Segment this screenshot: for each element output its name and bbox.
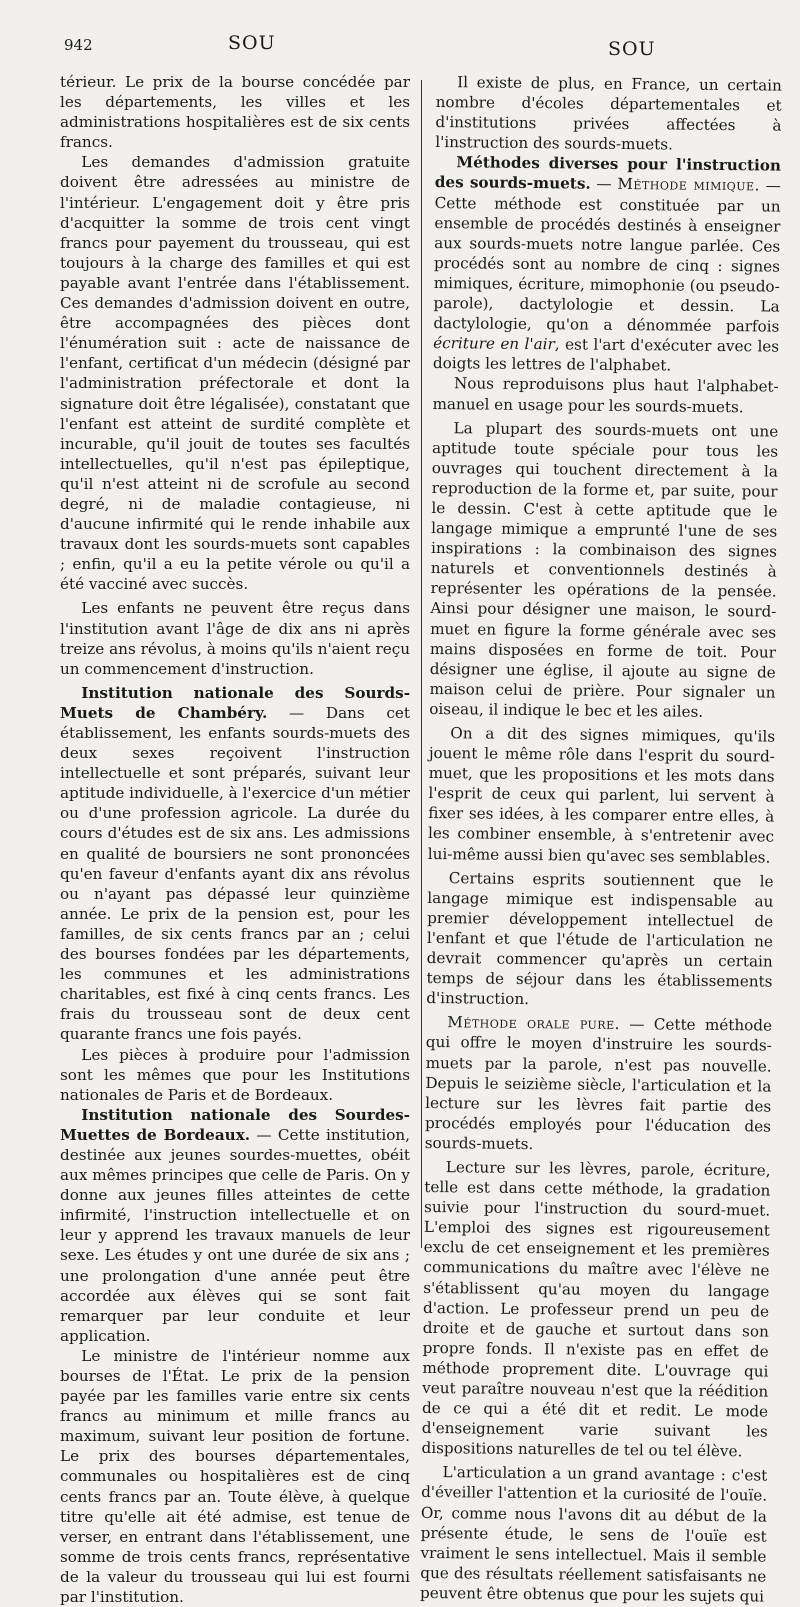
right-column <box>420 72 782 1607</box>
subsection-heading: Méthode mimique. <box>617 175 760 195</box>
paragraph: Les pièces à produire pour l'admission sont les mêmes que pour les Institutions nationales de Paris et de Bordeaux. <box>60 1045 410 1104</box>
section-paragraph <box>425 1012 772 1156</box>
paragraph: Lecture sur les lèvres, parole, écriture, telle est dans cette méthode, la gradation suivie pour l'instruction du sourd-muet. L'emploi des signes est rigoureusement exclu de cet enseignement et les premières communications du maître avec l'élève ne s'établissent qu'au moyen du langage d'action. Le professeur prend un peu de droite et de gauche et surtout dans son propre fonds. Il n'existe pas en effet de méthode proprement dite. L'ouvrage qui veut paraître nouveau n'est que la réédition de ce qui a été dit et redit. Le mode d'enseignement varie suivant les dispositions naturelles de tel ou tel élève. <box>421 1158 771 1461</box>
paragraph: Nous reproduisons plus haut l'alphabet-manuel en usage pour les sourds-muets. <box>432 374 779 416</box>
paragraph: On a dit des signes mimiques, qu'ils jouent le même rôle dans l'esprit du sourd-muet, que les propositions et les mots dans l'esprit de ceux qui parlent, lui servent à fixer ses idées, à les comparer entre elles, à les combiner ensemble, à s'entretenir avec lui-même aussi bien qu'avec ses semblables. <box>427 724 776 867</box>
paragraph: térieur. Le prix de la bourse concédée par les départements, les villes et les administrations hospitalières est de six cents francs. <box>60 73 410 152</box>
dash: — <box>590 175 618 194</box>
section-paragraph <box>433 152 781 377</box>
page-header <box>0 30 800 62</box>
paragraph: Les demandes d'admission gratuite doivent être adressées au ministre de l'intérieur. L'engagement doit y être pris d'acquitter la somme de trois cent vingt francs pour payement du trousseau, qui est toujours à la charge des familles et qui est payable avant l'entrée dans l'établissement. Ces demandes d'admission doivent en outre, être accompagnées des pièces dont l'énumération suit : acte de naissance de l'enfant, certificat d'un médecin (désigné par l'administration préfectorale et dont la signature doit être légalisée), constatant que l'enfant est atteint de surdité complète et incurable, qu'il jouit de toutes ses facultés intellectuelles, qu'il n'est pas épileptique, qu'il n'est atteint ni de scrofule au second degré, ni de maladie contagieuse, ni d'aucune infirmité qui le rende inhabile aux travaux dont les sourds-muets sont capables ; enfin, qu'il a eu la petite vérole ou qu'il a été vacciné avec succès. <box>60 153 410 594</box>
section-heading: Institution nationale des Sourds-Muets de Chambéry. <box>60 683 410 722</box>
running-head-left: SOU <box>228 32 276 54</box>
italic-term: écriture en l'air <box>433 334 555 354</box>
section-text: — Dans cet établissement, les enfants sourds-muets des deux sexes reçoivent l'instruction intellectuelle et sont préparés, suivant leur aptitude individuelle, à l'exercice d'un métier ou d'une profession agricole. La durée du cours d'études est de six ans. Les admissions en qualité de boursiers ne sont prononcées qu'en faveur d'enfants ayant dix ans révolus ou n'ayant pas dépassé leur quinzième année. Le prix de la pension est, pour les familles, de six cents francs par an ; celui des bourses fondées par les départements, les communes et les administrations charitables, est fixé à cinq cents francs. Les frais du trousseau sont de deux cent quarante francs une fois payés. <box>60 703 411 1044</box>
paragraph: Certains esprits soutiennent que le langage mimique est indispensable au premier développement intellectuel de l'enfant et que l'étude de l'articulation ne devrait commencer qu'après un certain temps de séjour dans les établissements d'instruction. <box>426 868 774 1009</box>
section-text: — Cette méthode est constituée par un ensemble de procédés destinés à enseigner aux sourds-muets notre langue parlée. Ces procédés sont au nombre de cinq : signes mimiques, écriture, mimophonie (ou pseudo-parole), dactylologie et dessin. La dactylologie, qu'on a dénommée parfois <box>433 176 781 336</box>
running-head-right: SOU <box>608 38 656 60</box>
paragraph: L'articulation a un grand avantage : c'est d'éveiller l'attention et la curiosité de l'ouïe. Or, comme nous l'avons dit au début de la présente étude, le sens de l'ouïe est vraiment le sens intellectuel. Mais il semble que des résultats réellement satisfaisants ne peuvent être obtenus que pour les sujets qui <box>419 1463 768 1606</box>
section-paragraph <box>60 683 410 1045</box>
page-number: 942 <box>64 36 93 54</box>
section-heading: Institution nationale des Sourdes-Muettes de Bordeaux. <box>60 1105 410 1144</box>
paragraph: Il existe de plus, en France, un certain nombre d'écoles départementales et d'institutions privées affectées à l'instruction des sourds-muets. <box>435 73 782 154</box>
section-text: — Cette institution, destinée aux jeunes sourdes-muettes, obéit aux mêmes principes que celle de Paris. On y donne aux jeunes filles atteintes de cette infirmité, l'instruction intellectuelle et on leur y apprend les travaux manuels de leur sexe. Les études y ont une durée de six ans ; une prolongation d'une année peut être accordée aux élèves qui se sont fait remarquer par leur conduite et leur application. <box>60 1125 411 1345</box>
section-heading: Méthodes diverses pour l'instruction des sourds-muets. <box>434 153 782 194</box>
section-text-end: , est l'art d'exécuter avec les doigts les lettres de l'alphabet. <box>432 335 780 375</box>
column-divider <box>421 80 422 1248</box>
paragraph: La plupart des sourds-muets ont une aptitude toute spéciale pour tous les ouvrages qui touchent directement à la reproduction de la forme et, par suite, pour le dessin. C'est à cette aptitude que le langage mimique a emprunté l'une de ses inspirations : la combinaison des signes naturels et conventionnels destinés à représenter les opérations de la pensée. Ainsi pour désigner une maison, le sourd-muet en figure la forme générale avec ses mains disposées en forme de toit. Pour désigner une église, il ajoute au signe de maison celui de prière. Pour signaler un oiseau, il indique le bec et les ailes. <box>429 418 779 721</box>
section-text: — Cette méthode qui offre le moyen d'instruire les sourds-muets par la parole, n'est pas nouvelle. Depuis le seizième siècle, l'articulation et la lecture sur les lèvres fait partie des procédés employés pour l'éducation des sourds-muets. <box>424 1015 773 1153</box>
subsection-heading: Méthode orale pure. <box>447 1013 621 1034</box>
left-column <box>60 72 410 1607</box>
paragraph: Le ministre de l'intérieur nomme aux bourses de l'État. Le prix de la pension payée par les familles varie entre six cents francs au minimum et mille francs au maximum, suivant leur position de fortune. Le prix des bourses départementales, communales ou hospitalières est de cinq cents francs par an. Toute élève, à quelque titre qu'elle ait été admise, est tenue de verser, en entrant dans l'établissement, une somme de trois cents francs, représentative de la valeur du trousseau qui lui est fourni par l'institution. <box>60 1346 410 1607</box>
paragraph: Les enfants ne peuvent être reçus dans l'institution avant l'âge de dix ans ni après treize ans révolus, à moins qu'ils n'aient reçu un commencement d'instruction. <box>60 599 410 678</box>
